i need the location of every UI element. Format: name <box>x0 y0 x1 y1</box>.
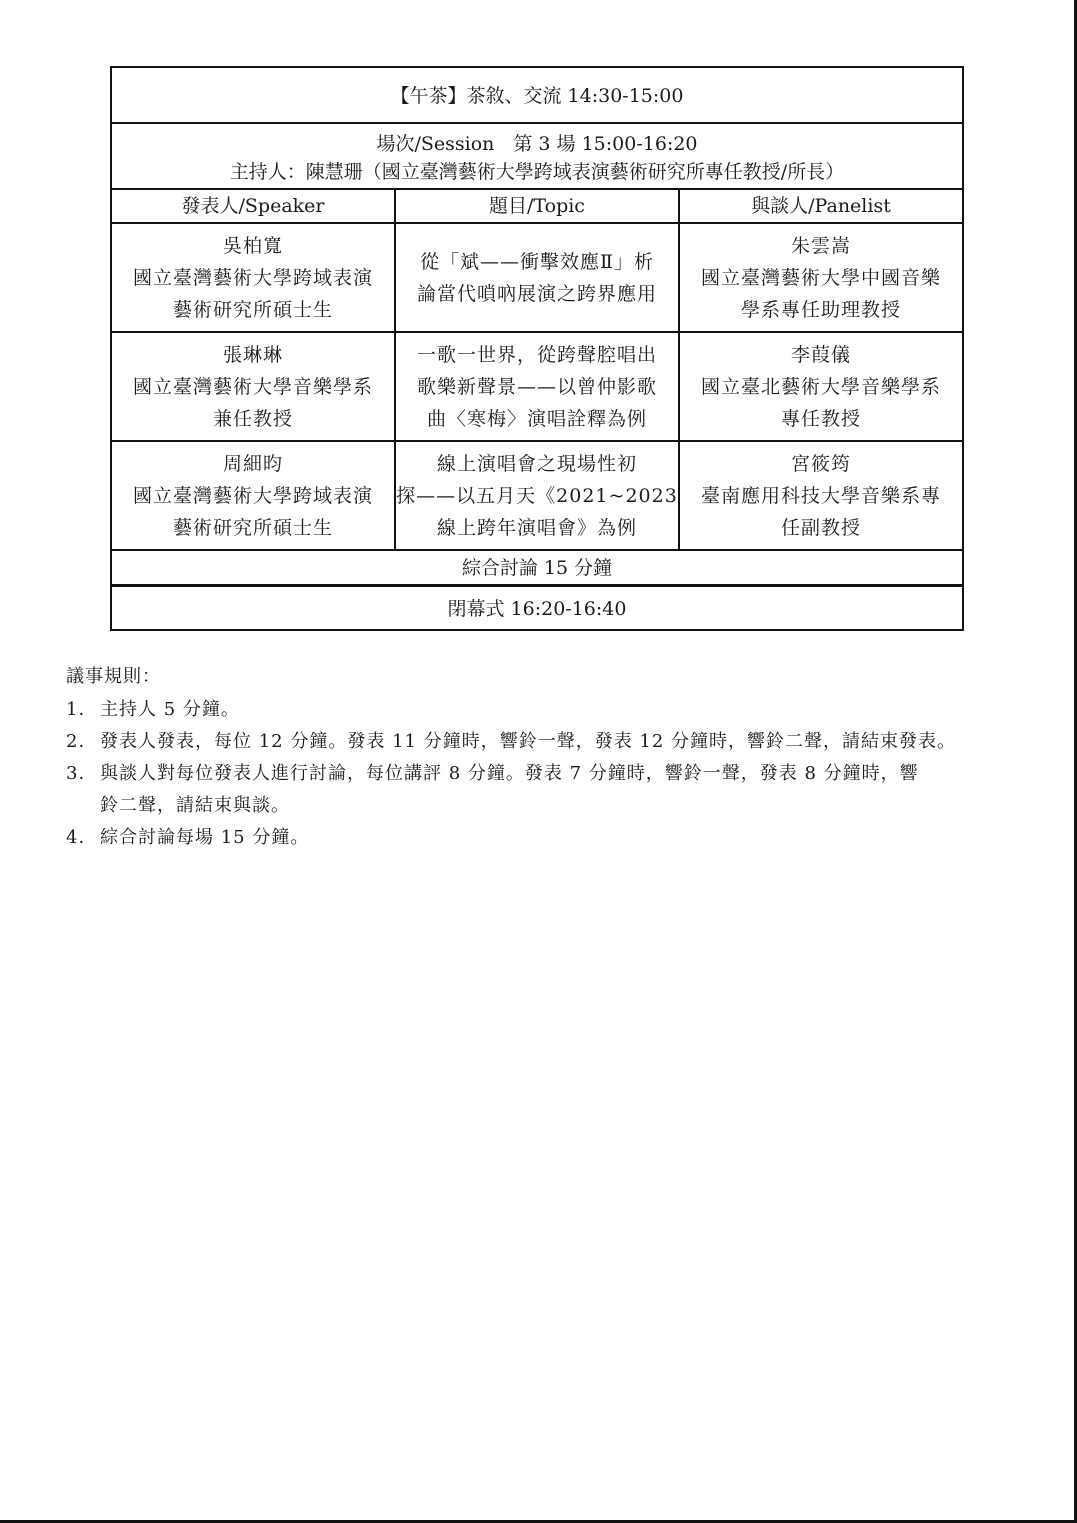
speaker-column-header: 發表人/Speaker <box>112 190 396 222</box>
panelist-affiliation: 臺南應用科技大學音樂系專 <box>700 485 941 507</box>
speaker-name: 吳柏寬 <box>222 235 283 257</box>
column-header-row <box>112 190 962 224</box>
rule-text <box>100 726 1026 758</box>
rule-line: 與談人對每位發表人進行討論，每位講評 8 分鐘。發表 7 分鐘時，響鈴一聲，發表 8 分鐘時，響 <box>100 763 919 784</box>
panelist-affiliation: 學系專任助理教授 <box>740 299 901 321</box>
speaker-cell <box>112 333 396 440</box>
list-item <box>66 726 1026 758</box>
speaker-cell <box>112 224 396 331</box>
list-item <box>66 822 1026 854</box>
list-item <box>66 694 1026 726</box>
session-title: 場次/Session 第 3 場 15:00-16:20 <box>376 133 698 155</box>
rule-line: 鈴二聲，請結束與談。 <box>100 795 290 816</box>
rule-number: 2. <box>66 731 86 752</box>
rule-number: 1. <box>66 699 86 720</box>
speaker-name: 張琳琳 <box>222 344 283 366</box>
speaker-affiliation: 國立臺灣藝術大學跨域表演 <box>132 267 373 289</box>
speaker-affiliation: 兼任教授 <box>212 408 293 430</box>
speaker-affiliation: 藝術研究所碩士生 <box>172 517 333 539</box>
topic-text: 歌樂新聲景——以曾仲影歌 <box>416 376 657 398</box>
panelist-affiliation: 專任教授 <box>780 408 861 430</box>
rules-section <box>66 660 1026 854</box>
topic-text: 從「斌——衝擊效應Ⅱ」析 <box>420 251 654 273</box>
rules-title: 議事規則： <box>66 666 161 687</box>
session-header-row <box>112 124 962 190</box>
tea-break-text: 【午茶】茶敘、交流 14:30-15:00 <box>390 85 684 107</box>
rule-line: 發表人發表，每位 12 分鐘。發表 11 分鐘時，響鈴一聲，發表 12 分鐘時，響鈴二聲，請結束發表。 <box>100 731 957 752</box>
session-host: 主持人：陳慧珊（國立臺灣藝術大學跨域表演藝術研究所專任教授/所長） <box>229 161 845 183</box>
speaker-cell <box>112 442 396 549</box>
rule-line: 主持人 5 分鐘。 <box>100 699 240 720</box>
panelist-column-header: 與談人/Panelist <box>751 195 891 217</box>
topic-text: 一歌一世界，從跨聲腔唱出 <box>416 344 657 366</box>
topic-cell <box>396 333 680 440</box>
rule-text <box>100 694 1026 726</box>
list-item <box>66 758 1026 822</box>
rule-text <box>100 822 1026 854</box>
topic-cell <box>396 224 680 331</box>
topic-text: 線上演唱會之現場性初 <box>436 453 637 475</box>
topic-cell <box>396 442 680 549</box>
table-row <box>112 224 962 333</box>
tea-break-row <box>112 68 962 124</box>
table-row <box>112 333 962 442</box>
panelist-name: 李葭儀 <box>790 344 851 366</box>
panelist-cell <box>680 224 962 331</box>
panelist-cell <box>680 333 962 440</box>
closing-row <box>112 587 962 629</box>
topic-text: 線上跨年演唱會》為例 <box>436 517 637 539</box>
closing-text: 閉幕式 16:20-16:40 <box>447 598 627 620</box>
table-row <box>112 442 962 551</box>
discussion-text: 綜合討論 15 分鐘 <box>461 557 613 579</box>
topic-text: 曲〈寒梅〉演唱詮釋為例 <box>426 408 647 430</box>
topic-text: 探——以五月天《2021~2023 <box>396 485 678 507</box>
topic-column-header: 題目/Topic <box>396 190 680 222</box>
discussion-row <box>112 551 962 587</box>
panelist-affiliation: 國立臺北藝術大學音樂學系 <box>700 376 941 398</box>
speaker-affiliation: 國立臺灣藝術大學跨域表演 <box>132 485 373 507</box>
rule-line: 綜合討論每場 15 分鐘。 <box>100 827 310 848</box>
rule-number: 3. <box>66 763 86 784</box>
speaker-name: 周細昀 <box>222 453 283 475</box>
panelist-name: 朱雲嵩 <box>790 235 851 257</box>
panelist-affiliation: 國立臺灣藝術大學中國音樂 <box>700 267 941 289</box>
panelist-cell <box>680 442 962 549</box>
schedule-table <box>110 66 964 631</box>
speaker-affiliation: 藝術研究所碩士生 <box>172 299 333 321</box>
panelist-name: 宮筱筠 <box>790 453 851 475</box>
speaker-affiliation: 國立臺灣藝術大學音樂學系 <box>132 376 373 398</box>
rule-number: 4. <box>66 827 86 848</box>
rule-text <box>100 758 1026 822</box>
panelist-affiliation: 任副教授 <box>780 517 861 539</box>
topic-text: 論當代嗩吶展演之跨界應用 <box>416 283 657 305</box>
